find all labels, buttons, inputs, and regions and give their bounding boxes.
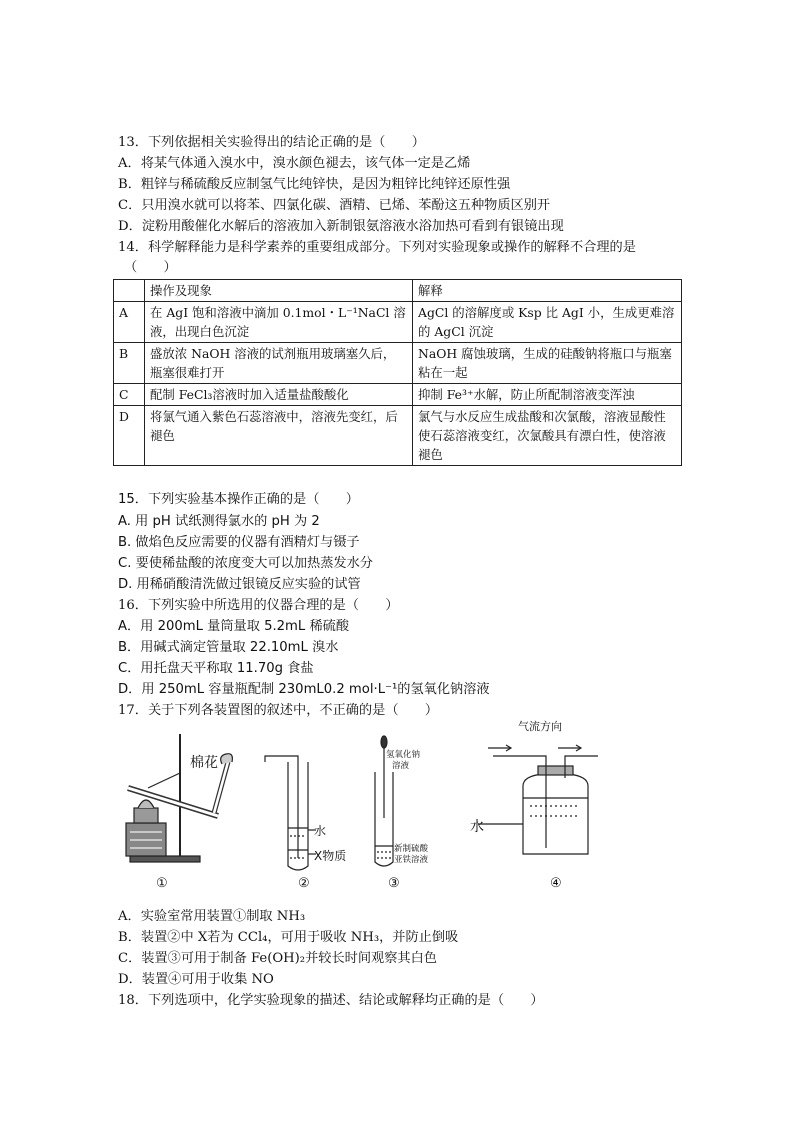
apparatus-4 — [478, 745, 598, 854]
row-operation: 将氯气通入紫色石蕊溶液中，溶液先变红，后褪色 — [145, 406, 413, 466]
row-explanation: NaOH 腐蚀玻璃，生成的硅酸钠将瓶口与瓶塞粘在一起 — [413, 343, 682, 384]
q17-option-c: C．装置③可用于制备 Fe(OH)₂并较长时间观察其白色 — [118, 951, 437, 966]
label-fig-2: ② — [298, 876, 310, 891]
q15-option-b: B. 做焰色反应需要的仪器有酒精灯与镊子 — [118, 535, 360, 550]
q15-stem: 15．下列实验基本操作正确的是（ ） — [118, 492, 359, 507]
label-x-substance: X物质 — [314, 849, 347, 863]
row-explanation: 抑制 Fe³⁺水解，防止所配制溶液变浑浊 — [413, 384, 682, 406]
q13-stem: 13．下列依据相关实验得出的结论正确的是（ ） — [118, 135, 425, 150]
q15-option-a: A. 用 pH 试纸测得氯水的 pH 为 2 — [118, 514, 320, 529]
row-option: B — [114, 343, 145, 384]
row-operation: 配制 FeCl₃溶液时加入适量盐酸酸化 — [145, 384, 413, 406]
apparatus-2 — [265, 756, 316, 870]
table-row — [114, 343, 682, 384]
table-header-row — [114, 280, 682, 302]
q17-option-a: A．实验室常用装置①制取 NH₃ — [118, 909, 306, 924]
table-row — [114, 302, 682, 343]
row-explanation: AgCl 的溶解度或 Ksp 比 AgI 小，生成更难溶的 AgCl 沉淀 — [413, 302, 682, 343]
label-gas-flow: 气流方向 — [518, 720, 562, 733]
table-row — [114, 384, 682, 406]
row-option: A — [114, 302, 145, 343]
label-water-4: 水 — [470, 819, 484, 835]
q16-stem: 16．下列实验中所选用的仪器合理的是（ ） — [118, 598, 399, 613]
label-feso4-1: 新制硫酸 — [394, 844, 429, 854]
q13-option-c: C．只用溴水就可以将苯、四氯化碳、酒精、已烯、苯酚这五种物质区别开 — [118, 198, 551, 213]
q17-option-b: B．装置②中 X若为 CCl₄，可用于吸收 NH₃，并防止倒吸 — [118, 930, 459, 945]
q15-option-d: D. 用稀硝酸清洗做过银镜反应实验的试管 — [118, 577, 361, 592]
row-option: C — [114, 384, 145, 406]
label-fig-4: ④ — [550, 876, 562, 891]
q16-option-a: A．用 200mL 量筒量取 5.2mL 稀硫酸 — [118, 619, 350, 634]
q17-stem: 17．关于下列各装置图的叙述中，不正确的是（ ） — [118, 703, 439, 718]
q16-option-b: B．用碱式滴定管量取 22.10mL 溴水 — [118, 640, 339, 655]
label-fig-1: ① — [156, 876, 168, 891]
row-operation: 盛放浓 NaOH 溶液的试剂瓶用玻璃塞久后，瓶塞很难打开 — [145, 343, 413, 384]
table-row — [114, 406, 682, 466]
q17-apparatus-figure — [118, 720, 598, 898]
q16-option-c: C．用托盘天平称取 11.70g 食盐 — [118, 661, 314, 676]
q14-table — [113, 279, 682, 466]
label-water: 水 — [314, 824, 327, 838]
q14-stem: 14．科学解释能力是科学素养的重要组成部分。下列对实验现象或操作的解释不合理的是 — [118, 240, 636, 255]
label-cotton: 棉花 — [190, 755, 218, 771]
row-explanation: 氯气与水反应生成盐酸和次氯酸，溶液显酸性使石蕊溶液变红，次氯酸具有漂白性，使溶液褪色 — [413, 406, 682, 466]
table-header-operation: 操作及现象 — [145, 280, 413, 302]
q13-option-a: A．将某气体通入溴水中，溴水颜色褪去，该气体一定是乙烯 — [118, 156, 471, 171]
label-naoh-1: 氢氧化钠 — [386, 750, 421, 760]
q15-option-c: C. 要使稀盐酸的浓度变大可以加热蒸发水分 — [118, 556, 373, 571]
label-feso4-2: 亚铁溶液 — [394, 855, 429, 865]
label-naoh-2: 溶液 — [392, 761, 410, 771]
q13-option-b: B．粗锌与稀硫酸反应制氢气比纯锌快，是因为粗锌比纯锌还原性强 — [118, 177, 511, 192]
row-option: D — [114, 406, 145, 466]
table-header-explanation: 解释 — [413, 280, 682, 302]
q18-stem: 18．下列选项中，化学实验现象的描述、结论或解释均正确的是（ ） — [118, 993, 544, 1008]
q14-bracket: （ ） — [124, 260, 177, 275]
row-operation: 在 AgI 饱和溶液中滴加 0.1mol・L⁻¹NaCl 溶液，出现白色沉淀 — [145, 302, 413, 343]
q17-option-d: D．装置④可用于收集 NO — [118, 972, 274, 987]
q16-option-d: D．用 250mL 容量瓶配制 230mL0.2 mol·L⁻¹的氢氧化钠溶液 — [118, 682, 490, 697]
table-cell — [114, 280, 145, 302]
q13-option-d: D．淀粉用酸催化水解后的溶液加入新制银氨溶液水浴加热可看到有银镜出现 — [118, 219, 564, 234]
label-fig-3: ③ — [388, 876, 400, 891]
